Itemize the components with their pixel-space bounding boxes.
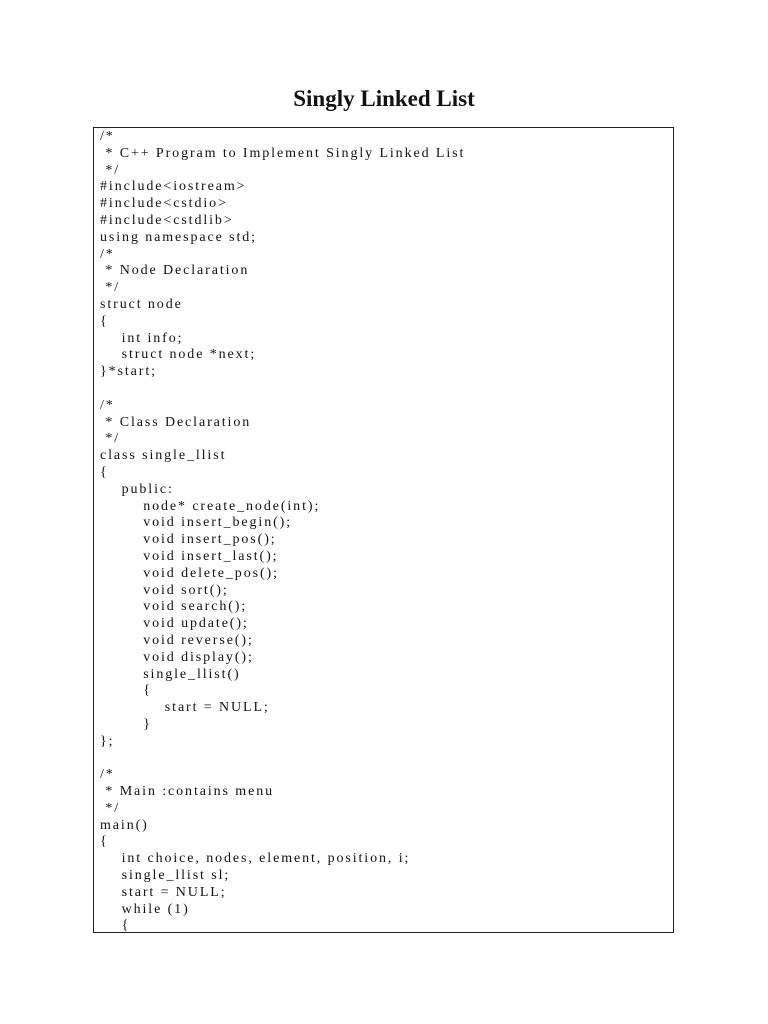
code-line: void insert_begin(); bbox=[100, 515, 293, 531]
code-line: /* bbox=[100, 129, 115, 144]
code-line: } bbox=[100, 716, 152, 732]
code-line: #include<cstdlib> bbox=[100, 212, 234, 228]
code-line: #include<cstdio> bbox=[100, 196, 228, 212]
code-line: }; bbox=[100, 733, 115, 749]
code-line: class single_llist bbox=[100, 448, 227, 464]
code-line: */ bbox=[100, 800, 121, 816]
code-line: void search(); bbox=[100, 599, 248, 615]
code-line: void insert_pos(); bbox=[100, 532, 277, 548]
code-line: void display(); bbox=[100, 649, 254, 665]
code-line: { bbox=[100, 313, 109, 329]
code-line: void sort(); bbox=[100, 582, 229, 598]
code-line: start = NULL; bbox=[100, 700, 270, 716]
code-line: void delete_pos(); bbox=[100, 565, 279, 581]
code-line bbox=[100, 750, 465, 767]
code-line: single_llist sl; bbox=[100, 868, 231, 884]
code-line: { bbox=[100, 683, 152, 699]
code-line: /* bbox=[100, 397, 115, 413]
code-line: struct node *next; bbox=[100, 347, 257, 363]
code-line: { bbox=[100, 918, 131, 933]
code-line: using namespace std; bbox=[100, 229, 257, 245]
code-line: * Class Declaration bbox=[100, 414, 252, 430]
code-line: * Node Declaration bbox=[100, 263, 250, 279]
code-line: start = NULL; bbox=[100, 884, 227, 900]
code-line: void update(); bbox=[100, 616, 249, 632]
code-line: int choice, nodes, element, position, i; bbox=[100, 851, 411, 867]
code-line: { bbox=[100, 834, 109, 850]
code-listing-box bbox=[93, 127, 674, 933]
code-lines bbox=[100, 129, 465, 933]
code-line: main() bbox=[100, 817, 149, 833]
code-line: int info; bbox=[100, 330, 184, 346]
code-line: { bbox=[100, 464, 109, 480]
code-line: #include<iostream> bbox=[100, 179, 247, 195]
code-line: }*start; bbox=[100, 364, 157, 380]
page-title: Singly Linked List bbox=[293, 86, 475, 111]
code-line: void reverse(); bbox=[100, 632, 254, 648]
code-line: * Main :contains menu bbox=[100, 784, 275, 800]
code-line: */ bbox=[100, 280, 121, 296]
code-line: single_llist() bbox=[100, 666, 241, 682]
code-line: /* bbox=[100, 767, 115, 783]
code-line: * C++ Program to Implement Singly Linked List bbox=[100, 145, 466, 161]
code-line: */ bbox=[100, 162, 121, 178]
code-line bbox=[100, 381, 465, 398]
code-line: while (1) bbox=[100, 901, 190, 917]
code-line: void insert_last(); bbox=[100, 548, 279, 564]
code-line: /* bbox=[100, 246, 115, 262]
code-line: public: bbox=[100, 481, 174, 497]
code-line: struct node bbox=[100, 296, 183, 312]
code-line: node* create_node(int); bbox=[100, 498, 321, 514]
code-line: */ bbox=[100, 431, 121, 447]
